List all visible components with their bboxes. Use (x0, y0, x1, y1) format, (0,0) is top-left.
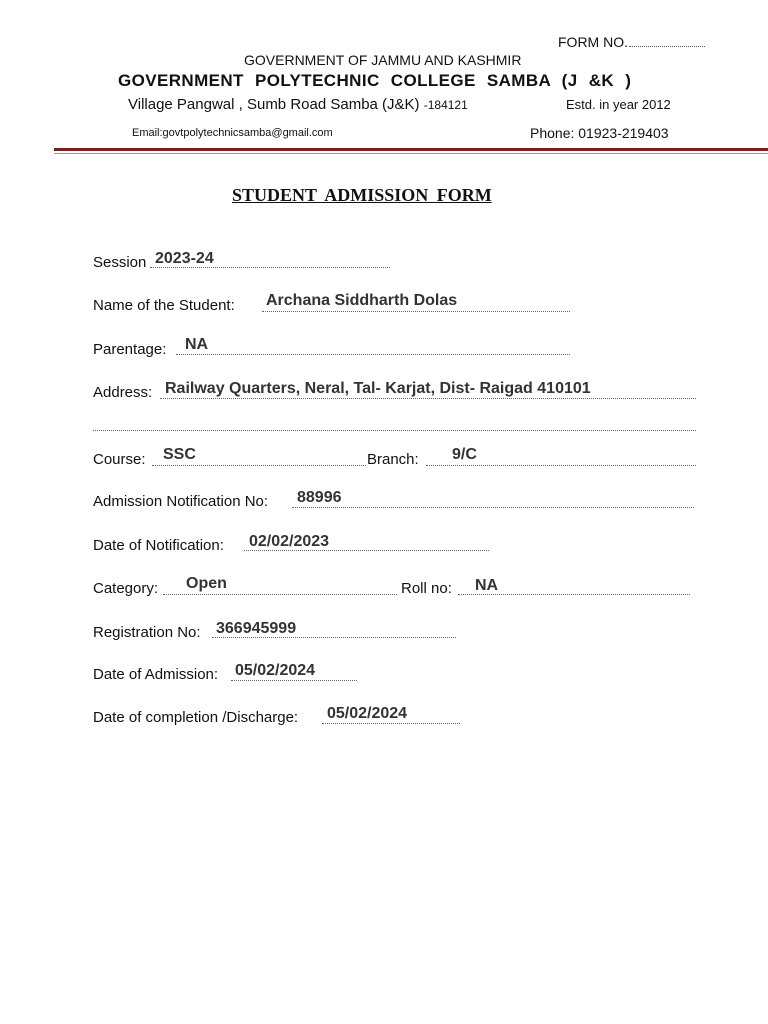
category-field[interactable] (163, 594, 397, 595)
admission-notification-field[interactable] (292, 507, 694, 508)
header-divider-thin (54, 153, 768, 154)
completion-date-label: Date of completion /Discharge: (93, 709, 299, 726)
college-address-text: Village Pangwal , Sumb Road Samba (J&K) (128, 96, 420, 113)
completion-date-field[interactable] (322, 723, 460, 724)
admission-date-label: Date of Admission: (93, 666, 219, 683)
address-field-line-1[interactable] (160, 398, 696, 399)
registration-no-label: Registration No: (93, 624, 201, 641)
branch-value: 9/C (452, 446, 477, 463)
college-name: GOVERNMENT POLYTECHNIC COLLEGE SAMBA (J &K ) (118, 71, 632, 90)
form-title: STUDENT ADMISSION FORM (232, 185, 492, 205)
college-phone: Phone: 01923-219403 (530, 125, 669, 141)
completion-date-value: 05/02/2024 (327, 705, 408, 722)
notification-date-label: Date of Notification: (93, 537, 224, 554)
branch-field[interactable] (426, 465, 696, 466)
form-number (558, 34, 705, 50)
student-name-value: Archana Siddharth Dolas (266, 292, 458, 309)
college-address (128, 96, 468, 113)
category-value: Open (186, 575, 227, 592)
form-number-label: FORM NO. (558, 34, 628, 50)
course-field[interactable] (152, 465, 366, 466)
session-label: Session (93, 254, 147, 271)
registration-no-value: 366945999 (216, 620, 297, 637)
branch-label: Branch: (367, 451, 419, 468)
pincode: -184121 (423, 98, 468, 112)
course-value: SSC (163, 446, 196, 463)
roll-no-label: Roll no: (401, 580, 452, 597)
student-name-label: Name of the Student: (93, 297, 235, 314)
roll-no-value: NA (475, 577, 499, 594)
address-label: Address: (93, 384, 153, 401)
established-year: Estd. in year 2012 (566, 97, 671, 112)
course-label: Course: (93, 451, 146, 468)
notification-date-value: 02/02/2023 (249, 533, 330, 550)
header-divider (54, 148, 768, 151)
parentage-label: Parentage: (93, 341, 167, 358)
address-field-line-2[interactable] (93, 430, 696, 431)
category-label: Category: (93, 580, 159, 597)
college-email: Email:govtpolytechnicsamba@gmail.com (132, 127, 333, 139)
student-name-field[interactable] (262, 311, 570, 312)
admission-date-field[interactable] (231, 680, 357, 681)
parentage-value: NA (185, 336, 209, 353)
form-number-field[interactable] (629, 34, 705, 47)
admission-date-value: 05/02/2024 (235, 662, 316, 679)
admission-notification-label: Admission Notification No: (93, 493, 269, 510)
session-value: 2023-24 (155, 250, 214, 267)
admission-notification-value: 88996 (297, 489, 342, 506)
parentage-field[interactable] (176, 354, 570, 355)
government-heading: GOVERNMENT OF JAMMU AND KASHMIR (244, 52, 522, 68)
address-value: Railway Quarters, Neral, Tal- Karjat, Dist- Raigad 410101 (165, 380, 591, 397)
